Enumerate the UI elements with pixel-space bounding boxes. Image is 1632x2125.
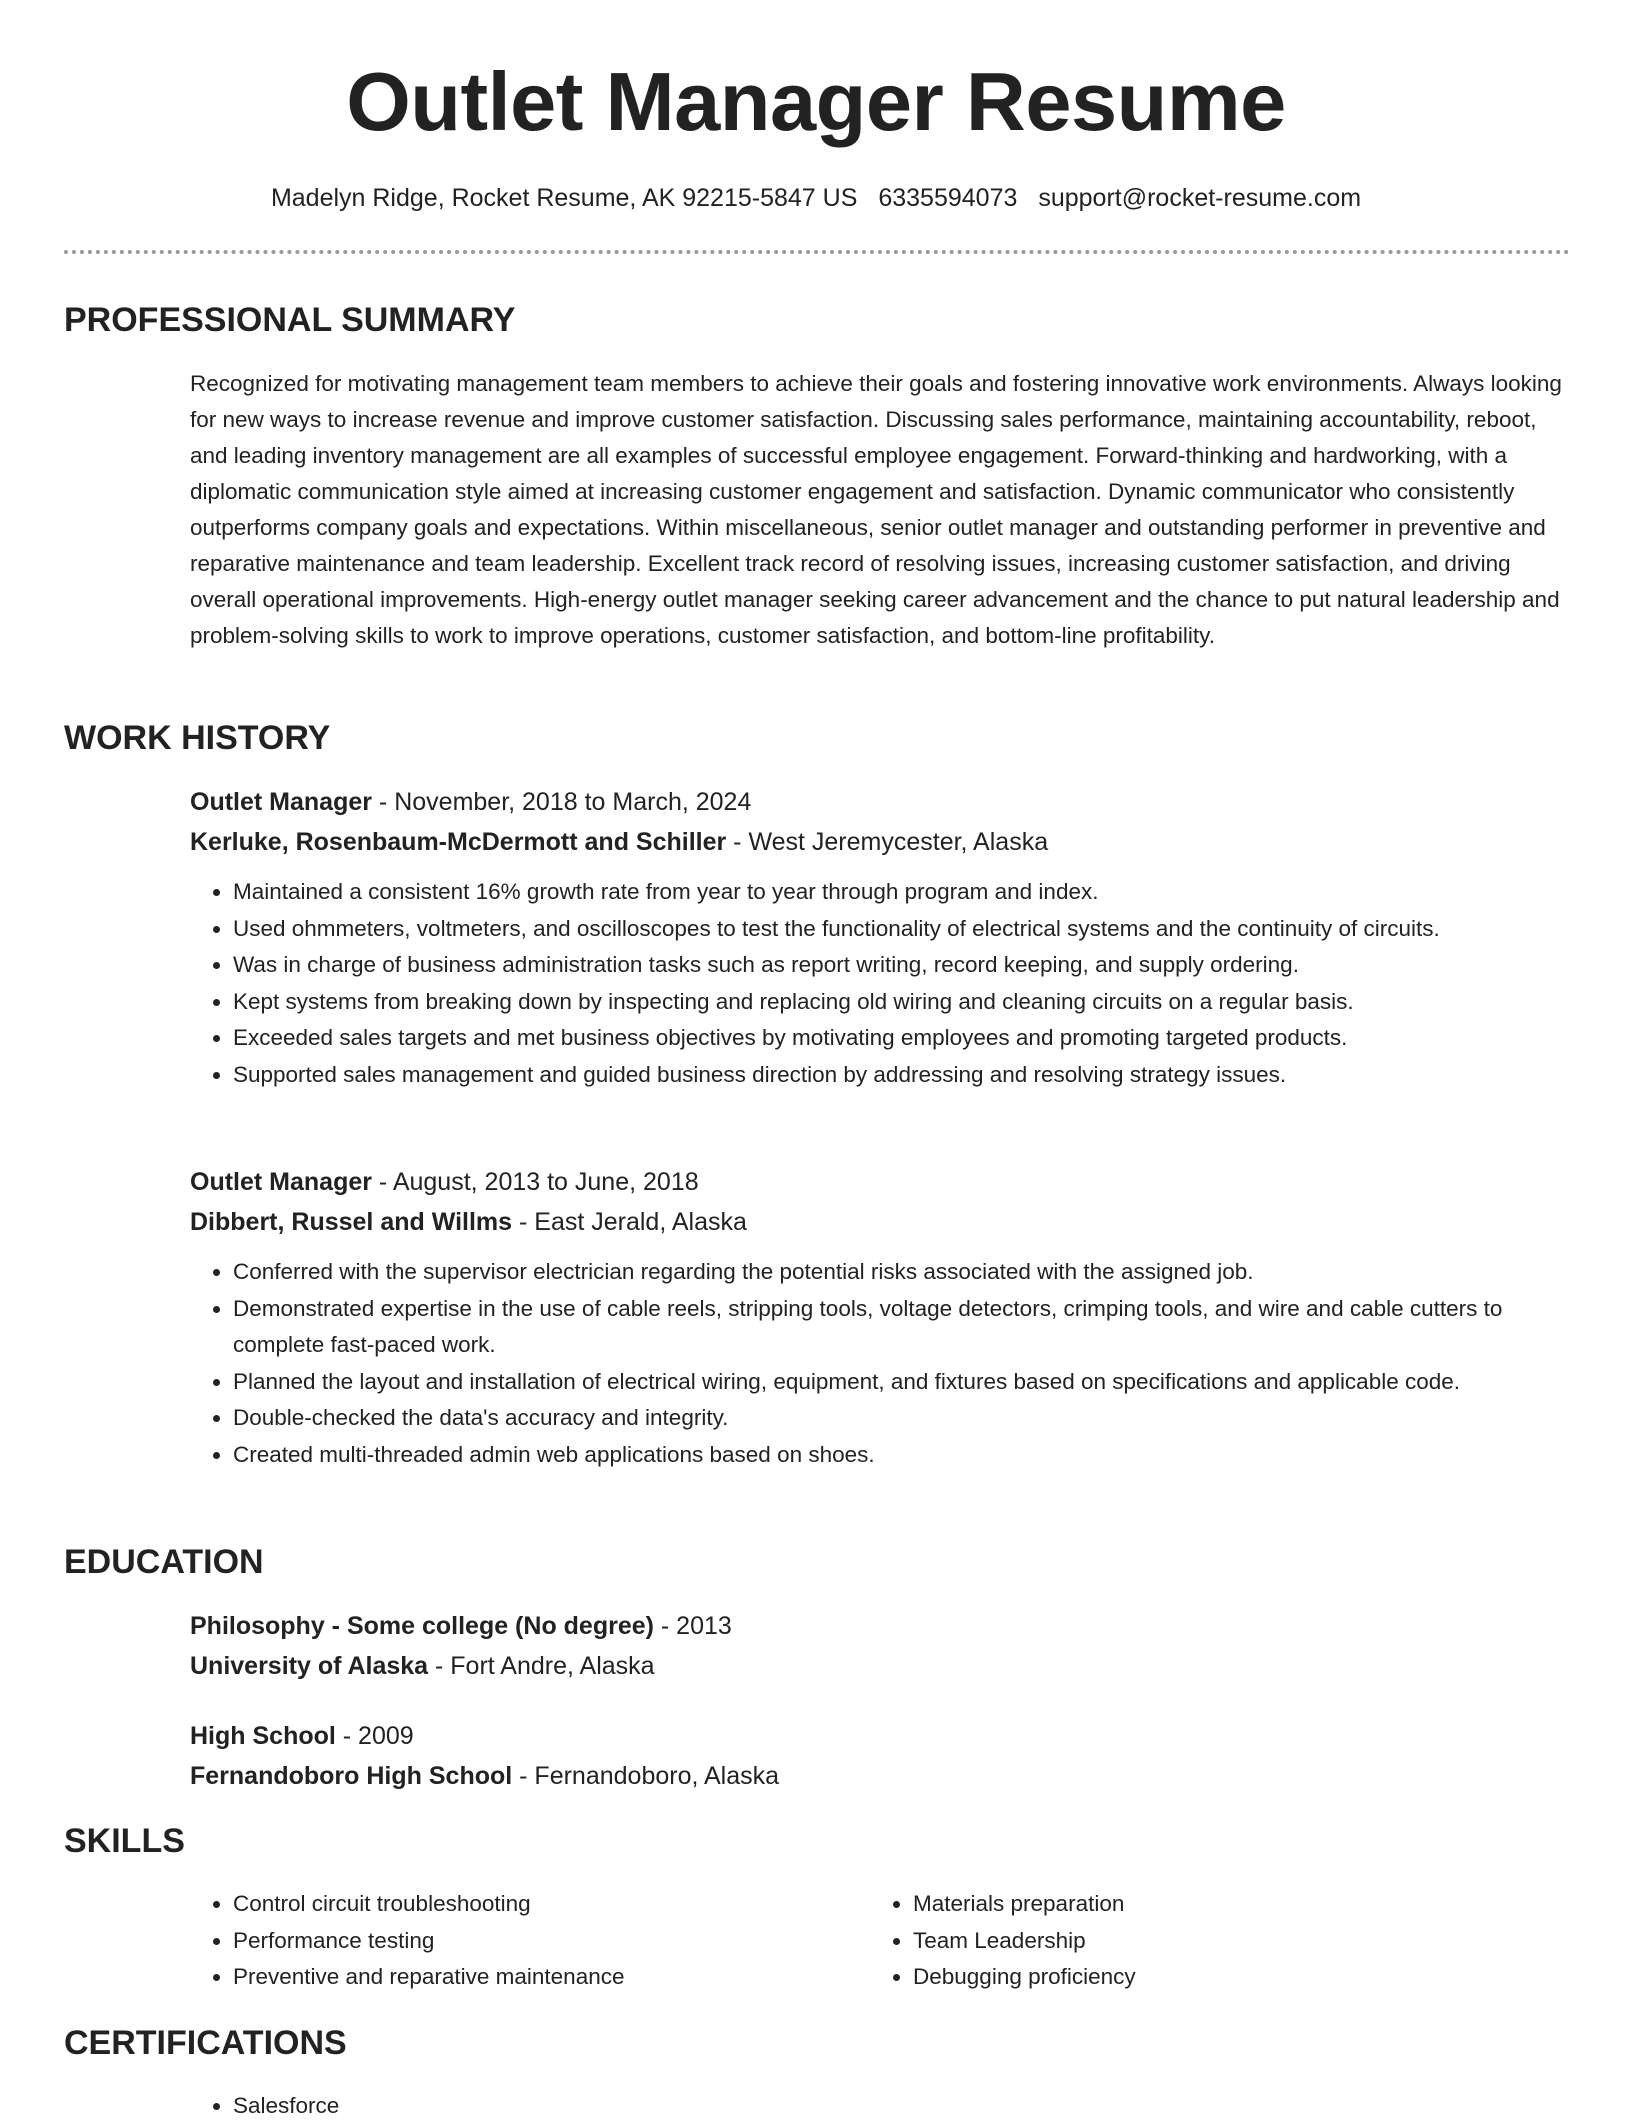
job-bullet: • Supported sales management and guided business direction by addressing and resolving strategy issues. (233, 1057, 1580, 1094)
job-bullet: • Demonstrated expertise in the use of cable reels, stripping tools, voltage detectors, crimping tools, and wire and cable cutters to complete fast-paced work. (233, 1291, 1580, 1364)
skill-item: • Materials preparation (913, 1886, 1533, 1923)
education-school-line (190, 1646, 1580, 1686)
education-school: University of Alaska (190, 1652, 429, 1680)
job-location: - East Jerald, Alaska (512, 1208, 747, 1236)
education-location: - Fernandoboro, Alaska (512, 1762, 780, 1790)
job-bullet: • Used ohmmeters, voltmeters, and oscilloscopes to test the functionality of electrical systems and the continuity of circuits. (233, 911, 1580, 948)
certifications-heading: CERTIFICATIONS (64, 2024, 347, 2062)
summary-heading: PROFESSIONAL SUMMARY (64, 301, 516, 339)
certifications-list (190, 2088, 339, 2125)
job-entry (190, 1162, 1580, 1473)
job-bullet: • Maintained a consistent 16% growth rate from year to year through program and index. (233, 874, 1580, 911)
job-title-line (190, 782, 1580, 822)
contact-address: Madelyn Ridge, Rocket Resume, AK 92215-5847 US (270, 184, 858, 212)
job-bullet: • Conferred with the supervisor electrician regarding the potential risks associated with the assigned job. (233, 1254, 1580, 1291)
education-location: - Fort Andre, Alaska (428, 1652, 655, 1680)
job-entry (190, 782, 1580, 1093)
skill-item: • Control circuit troubleshooting (233, 1886, 853, 1923)
education-degree: Philosophy - Some college (No degree) (190, 1612, 654, 1640)
skill-item: • Team Leadership (913, 1923, 1533, 1960)
work-history-heading: WORK HISTORY (64, 719, 331, 757)
education-degree: High School (190, 1722, 336, 1750)
job-title: Outlet Manager (190, 1168, 372, 1196)
education-entry (190, 1606, 1580, 1686)
skill-item: • Preventive and reparative maintenance (233, 1959, 853, 1996)
job-bullet: • Exceeded sales targets and met business objectives by motivating employees and promoting targeted products. (233, 1020, 1580, 1057)
job-bullets (190, 874, 1580, 1093)
skills-list-left (190, 1886, 853, 1996)
skills-heading: SKILLS (64, 1822, 185, 1860)
education-school: Fernandoboro High School (190, 1762, 513, 1790)
education-year: - 2013 (653, 1612, 732, 1640)
contact-phone: 6335594073 (878, 184, 1018, 212)
job-company-line (190, 1202, 1580, 1242)
skills-list-right (870, 1886, 1533, 1996)
skill-item: • Performance testing (233, 1923, 853, 1960)
job-location: - West Jeremycester, Alaska (726, 828, 1049, 856)
job-bullet: • Planned the layout and installation of electrical wiring, equipment, and fixtures based on specifications and applicable code. (233, 1364, 1580, 1401)
summary-text: Recognized for motivating management team members to achieve their goals and fostering innovative work environments. Always looking for new ways to increase revenue and improve customer satisfaction. Discussing sales performance, maintaining accountability, reboot, and leading inventory management are all examples of successful employee engagement. Forward-thinking and hardworking, with a diplomatic communication style aimed at increasing customer engagement and satisfaction. Dynamic communicator who consistently outperforms company goals and expectations. Within miscellaneous, senior outlet manager and outstanding performer in preventive and reparative maintenance and team leadership. Excellent track record of resolving issues, increasing customer satisfaction, and driving overall operational improvements. High-energy outlet manager seeking career advancement and the chance to put natural leadership and problem-solving skills to work to improve operations, customer satisfaction, and bottom-line profitability. (190, 371, 1562, 648)
resume-title: Outlet Manager Resume (346, 55, 1286, 148)
job-company: Dibbert, Russel and Willms (190, 1208, 513, 1236)
education-school-line (190, 1756, 1580, 1796)
education-year: - 2009 (335, 1722, 414, 1750)
education-heading: EDUCATION (64, 1543, 264, 1581)
job-dates: - November, 2018 to March, 2024 (371, 788, 752, 816)
job-dates: - August, 2013 to June, 2018 (371, 1168, 699, 1196)
contact-email: support@rocket-resume.com (1038, 184, 1362, 212)
education-degree-line (190, 1606, 1580, 1646)
job-company-line (190, 822, 1580, 862)
job-title: Outlet Manager (190, 788, 372, 816)
certification-item: • Salesforce (233, 2088, 339, 2125)
skill-item: • Debugging proficiency (913, 1959, 1533, 1996)
job-bullet: • Was in charge of business administration tasks such as report writing, record keeping, and supply ordering. (233, 947, 1580, 984)
education-entry (190, 1716, 1580, 1796)
header-divider (64, 250, 1570, 254)
job-title-line (190, 1162, 1580, 1202)
job-bullet: • Created multi-threaded admin web applications based on shoes. (233, 1437, 1580, 1474)
education-degree-line (190, 1716, 1580, 1756)
job-bullet: • Kept systems from breaking down by inspecting and replacing old wiring and cleaning circuits on a regular basis. (233, 984, 1580, 1021)
job-bullets (190, 1254, 1580, 1473)
contact-line (0, 180, 1632, 216)
job-bullet: • Double-checked the data's accuracy and integrity. (233, 1400, 1580, 1437)
job-company: Kerluke, Rosenbaum-McDermott and Schiller (190, 828, 727, 856)
